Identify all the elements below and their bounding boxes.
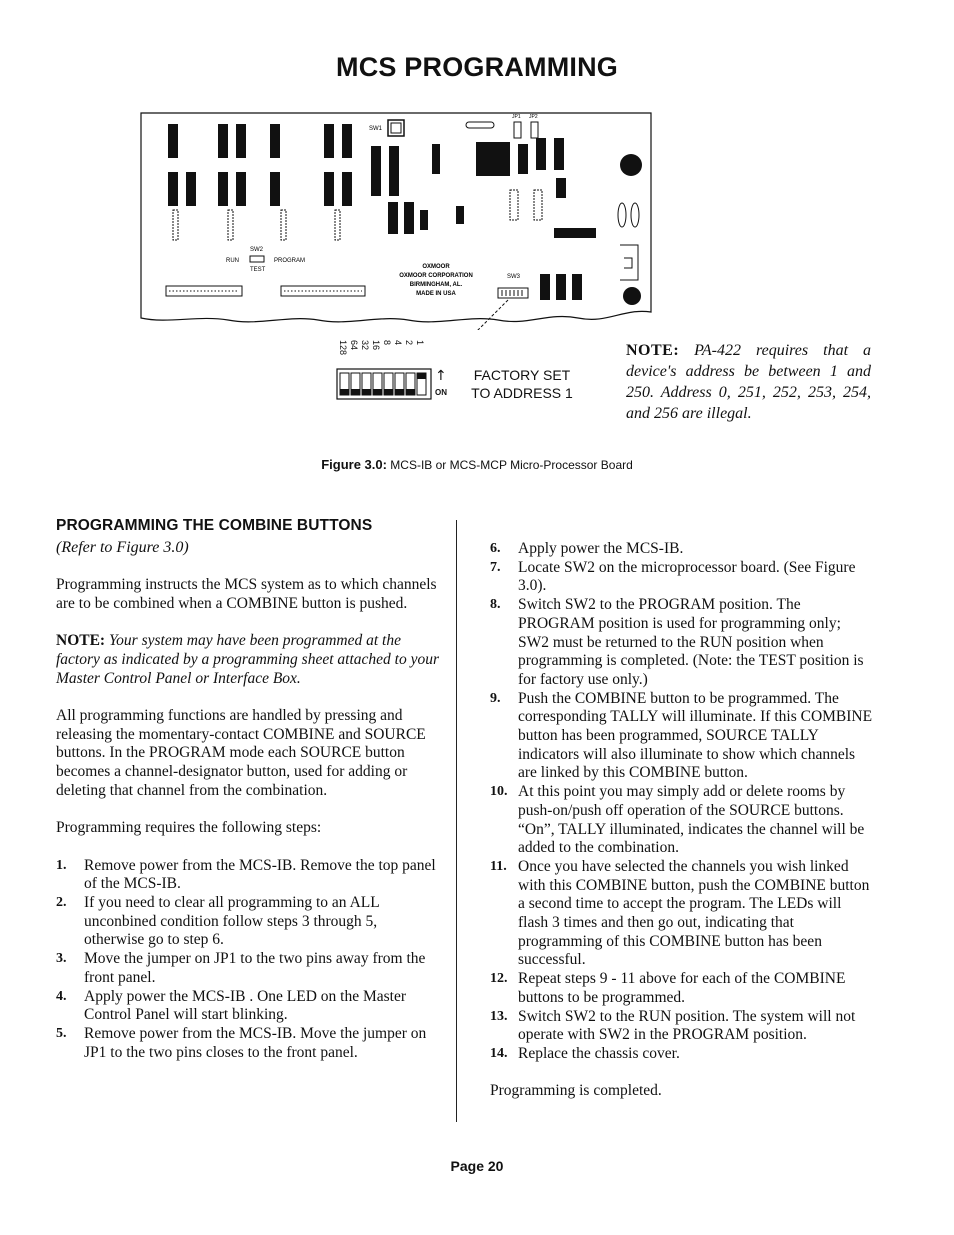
steps-list — [490, 540, 875, 1064]
test-label: TEST — [250, 267, 266, 273]
step-number: 2. — [56, 894, 67, 910]
figure-caption — [0, 457, 954, 472]
step-item — [490, 540, 875, 559]
program-label: PROGRAM — [274, 258, 306, 264]
dip-bit-label: 32 — [360, 340, 370, 351]
figure-number: Figure 3.0: — [321, 457, 387, 472]
step-number: 10. — [490, 784, 508, 800]
step-item — [56, 1025, 441, 1062]
jp2-label: JP2 — [529, 114, 538, 120]
dip-bit-label: 4 — [393, 340, 403, 346]
step-number: 6. — [490, 541, 501, 556]
functions-paragraph: All programming functions are handled by pressing and releasing the momentary-contact COMBINE and SOURCE buttons. In the PROGRAM mode each SOURCE button becomes a channel-designator button, used for adding or deleting that channel from the combination. — [56, 706, 426, 799]
step-number: 5. — [56, 1025, 67, 1041]
step-text: At this point you may simply add or delete rooms by push-on/push off operation of the SOURCE buttons. “On”, TALLY illuminated, indicates the channel will be added to the combination. — [518, 783, 865, 857]
factory-setting-note: FACTORY SET TO ADDRESS 1 — [471, 367, 573, 401]
dip-bit-label: 16 — [371, 340, 381, 351]
maker-line: BIRMINGHAM, AL. — [409, 282, 463, 288]
closing-paragraph: Programming is completed. — [490, 1082, 662, 1100]
step-text: Replace the chassis cover. — [518, 1044, 680, 1062]
step-text: Switch SW2 to the PROGRAM position. The PROGRAM position is used for programming only; SW2 must be returned to the RUN position when programming is completed. (Note: the TEST position is for factory use only.) — [518, 596, 864, 688]
step-number: 4. — [56, 988, 67, 1004]
maker-line: MADE IN USA — [416, 291, 456, 297]
step-text: Push the COMBINE button to be programmed. The corresponding TALLY will illuminate. If this COMBINE button has been programmed, SOURCE TALLY indicators will also illuminate to show which channels are linked by this COMBINE button. — [518, 689, 873, 782]
dip-bit-label: 1 — [415, 340, 425, 346]
dip-bit-label: 8 — [382, 340, 392, 346]
dip-bit-label: 2 — [404, 340, 414, 346]
step-item — [56, 857, 441, 894]
step-text: Once you have selected the channels you wish linked with this COMBINE button, push the COMBINE button a second time to accept the program. The LEDs will flash 3 times and then go out, indicating that programming of this COMBINE button has been successful. — [518, 857, 870, 969]
step-text: Switch SW2 to the RUN position. The system will not operate with SW2 in the PROGRAM position. — [518, 1007, 856, 1044]
sw3-label: SW3 — [507, 274, 521, 280]
step-number: 9. — [490, 690, 501, 706]
maker-line: OXMOOR CORPORATION — [399, 273, 473, 279]
step-number: 7. — [490, 559, 501, 575]
step-item — [490, 970, 875, 1007]
dip-bit-label: 64 — [349, 340, 359, 351]
sw1-label: SW1 — [369, 126, 383, 132]
step-text: Apply power the MCS-IB . One LED on the Master Control Panel will start blinking. — [84, 987, 407, 1024]
step-text: Remove power from the MCS-IB. Remove the top panel of the MCS-IB. — [84, 856, 436, 893]
page-number: Page 20 — [450, 1158, 504, 1174]
intro-paragraph: Programming instructs the MCS system as to which channels are to be combined when a COMBINE button is pushed. — [56, 576, 437, 612]
step-text: Repeat steps 9 - 11 above for each of the COMBINE buttons to be programmed. — [518, 970, 846, 1006]
note-paragraph — [56, 632, 441, 688]
dip-bit-label: 128 — [338, 340, 348, 356]
step-item — [490, 1008, 875, 1045]
figure-title: MCS-IB or MCS-MCP Micro-Processor Board — [390, 458, 633, 472]
figure-reference: (Refer to Figure 3.0) — [56, 538, 189, 556]
step-number: 12. — [490, 971, 508, 987]
step-text: Locate SW2 on the microprocessor board. (See Figure 3.0). — [518, 558, 856, 595]
note-label: NOTE: — [56, 632, 106, 650]
left-column — [56, 517, 441, 1062]
sw2-label: SW2 — [250, 247, 264, 253]
section-heading: PROGRAMMING THE COMBINE BUTTONS — [56, 517, 373, 534]
circuit-board-diagram — [138, 110, 658, 330]
address-note — [626, 340, 871, 424]
step-item — [56, 988, 441, 1025]
step-item — [490, 1045, 875, 1064]
note-text: PA-422 requires that a device's address be between 1 and 250. Address 0, 251, 252, 253, 254, and 256 are illegal. — [626, 342, 872, 422]
jp1-label: JP1 — [512, 114, 521, 120]
step-number: 1. — [56, 857, 67, 873]
step-text: If you need to clear all programming to an ALL unconbined condition follow steps 3 through 5, otherwise go to step 6. — [84, 893, 380, 949]
step-item — [490, 858, 875, 970]
maker-line: OXMOOR — [422, 264, 450, 270]
step-text: Move the jumper on JP1 to the two pins away from the front panel. — [84, 950, 426, 986]
maker-text — [399, 264, 473, 297]
step-number: 14. — [490, 1045, 508, 1061]
up-arrow-icon: ↑ — [435, 368, 447, 384]
step-number: 13. — [490, 1008, 508, 1024]
step-item — [490, 559, 875, 596]
steps-list — [56, 857, 441, 1063]
step-item — [490, 596, 875, 690]
step-text: Apply power the MCS-IB. — [518, 540, 684, 557]
note-text: Your system may have been programmed at the factory as indicated by a programming sheet attached to your Master Control Panel or Interface Box. — [56, 632, 439, 687]
run-label: RUN — [226, 258, 239, 264]
column-divider — [456, 520, 457, 1122]
step-number: 8. — [490, 597, 501, 613]
step-item — [56, 950, 441, 987]
note-label: NOTE: — [626, 342, 680, 359]
right-column — [490, 540, 875, 1101]
step-number: 3. — [56, 951, 67, 967]
dip-switch-enlarged — [336, 368, 432, 400]
step-item — [56, 894, 441, 950]
step-text: Remove power from the MCS-IB. Move the jumper on JP1 to the two pins closes to the front panel. — [84, 1024, 427, 1061]
steps-intro: Programming requires the following steps: — [56, 819, 322, 837]
on-label: ON — [435, 388, 447, 397]
page-title: MCS PROGRAMMING — [336, 52, 618, 82]
step-item — [490, 690, 875, 784]
step-item — [490, 783, 875, 858]
step-number: 11. — [490, 858, 507, 874]
